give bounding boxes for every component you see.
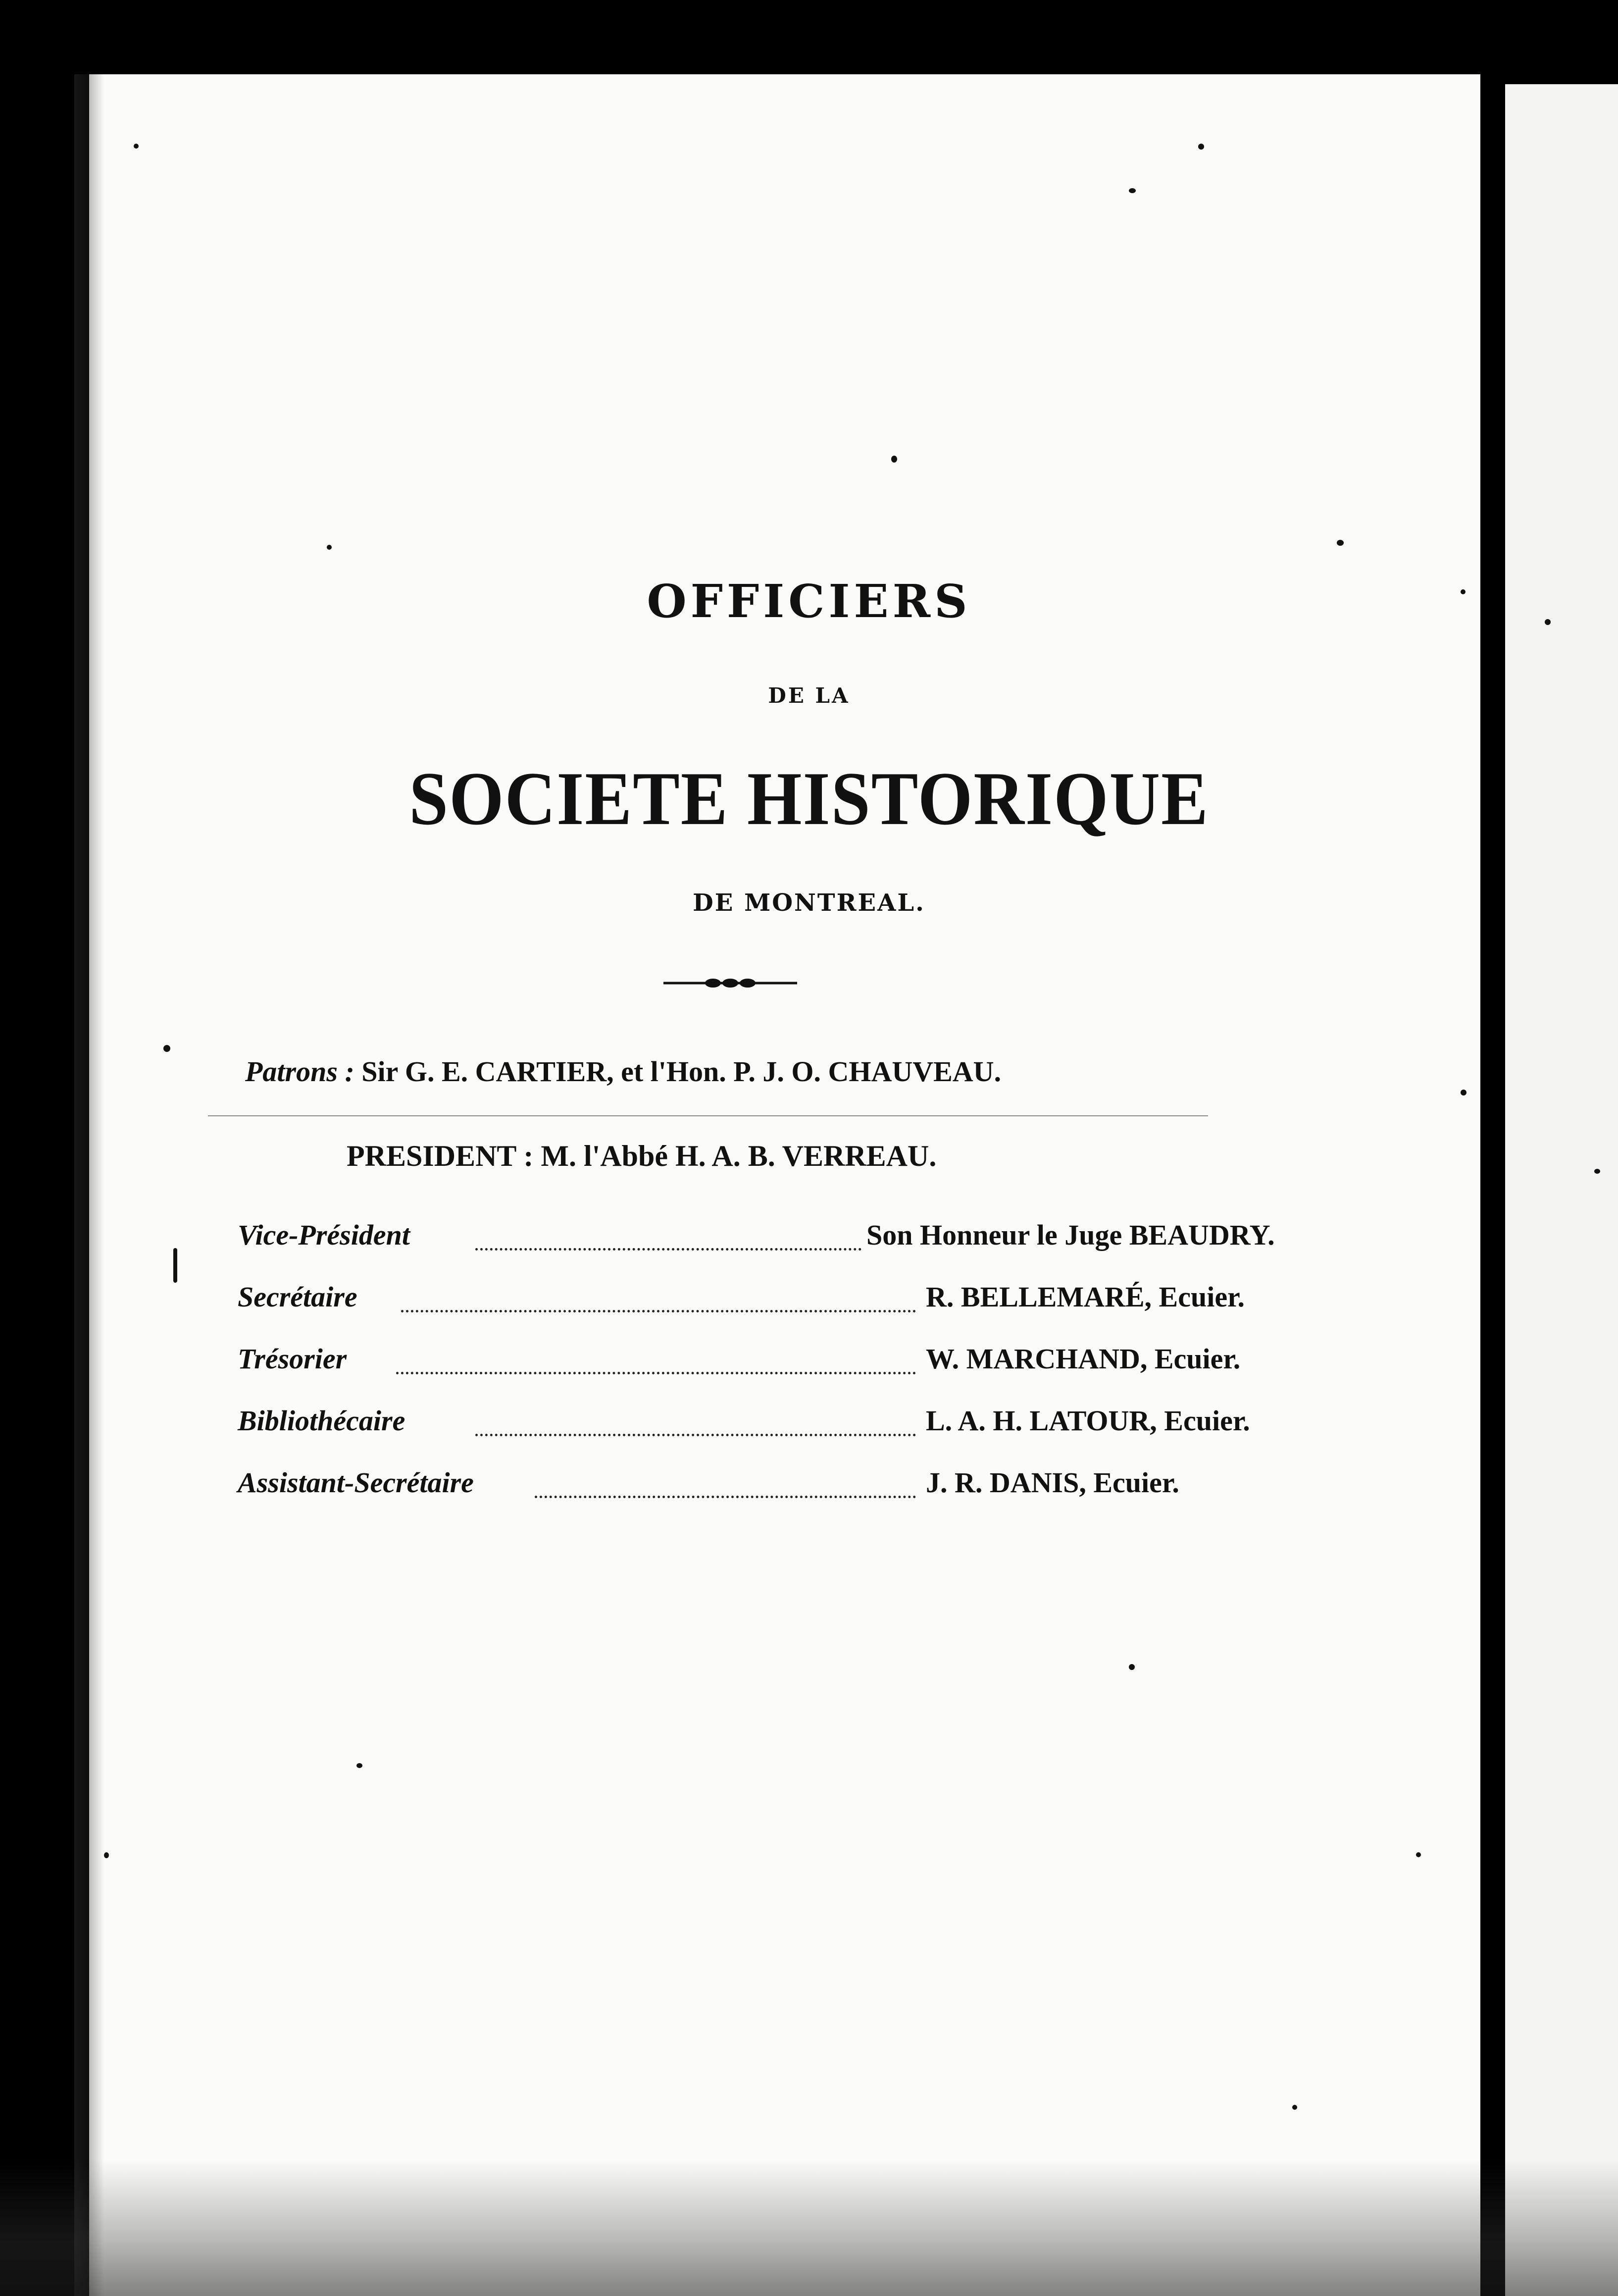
- society-name: SOCIETE HISTORIQUE: [409, 756, 1209, 841]
- paper-speck: [1461, 1090, 1466, 1096]
- paper-speck: [891, 456, 897, 463]
- patrons-value: Sir G. E. CARTIER, et l'Hon. P. J. O. CHAUVEAU.: [361, 1055, 1002, 1088]
- bottom-scan-edge: [0, 2159, 1618, 2296]
- officer-name: W. MARCHAND, Ecuier.: [926, 1343, 1241, 1375]
- ornament-rule: [663, 978, 797, 988]
- president-label: PRESIDENT :: [347, 1140, 534, 1172]
- officer-role: Assistant-Secrétaire: [238, 1466, 474, 1499]
- paper-mark: [173, 1248, 177, 1283]
- facing-page-edge: [1505, 84, 1618, 2296]
- paper-speck: [1129, 1664, 1135, 1670]
- paper-speck: [104, 1852, 109, 1858]
- paper-speck: [1337, 540, 1344, 546]
- leader-dots: [475, 1218, 861, 1251]
- officer-name: J. R. DANIS, Ecuier.: [926, 1466, 1179, 1499]
- officer-role: Secrétaire: [238, 1281, 357, 1313]
- president-line: [347, 1139, 936, 1173]
- paper-speck: [356, 1763, 362, 1768]
- paper-speck: [1198, 144, 1204, 150]
- paper-speck: [134, 144, 139, 149]
- society-city: DE MONTREAL.: [693, 889, 925, 917]
- paper-speck: [1292, 2105, 1297, 2110]
- officer-role: Vice-Président: [238, 1219, 410, 1251]
- officer-name: L. A. H. LATOUR, Ecuier.: [926, 1405, 1250, 1437]
- paper-speck: [1461, 589, 1466, 594]
- page-sheet: [89, 74, 1480, 2296]
- paper-speck: [1594, 1169, 1600, 1174]
- officer-role: Trésorier: [238, 1343, 347, 1375]
- divider: [208, 1115, 1208, 1116]
- paper-speck: [1129, 188, 1136, 193]
- title-connector: DE LA: [768, 683, 850, 708]
- officer-name: R. BELLEMARÉ, Ecuier.: [926, 1281, 1245, 1313]
- leader-dots: [535, 1466, 916, 1498]
- page-title: OFFICIERS: [647, 574, 971, 628]
- officer-name: Son Honneur le Juge BEAUDRY.: [866, 1219, 1275, 1251]
- leader-dots: [401, 1280, 916, 1312]
- paper-speck: [163, 1045, 170, 1052]
- officer-role: Bibliothécaire: [238, 1405, 405, 1437]
- paper-speck: [327, 545, 332, 550]
- left-scan-edge: [74, 74, 104, 2296]
- patrons-line: [245, 1055, 1001, 1088]
- patrons-label: Patrons :: [245, 1055, 354, 1088]
- paper-speck: [1545, 619, 1551, 625]
- president-value: M. l'Abbé H. A. B. VERREAU.: [541, 1140, 937, 1172]
- leader-dots: [475, 1404, 916, 1436]
- leader-dots: [396, 1342, 916, 1374]
- paper-speck: [1416, 1852, 1421, 1857]
